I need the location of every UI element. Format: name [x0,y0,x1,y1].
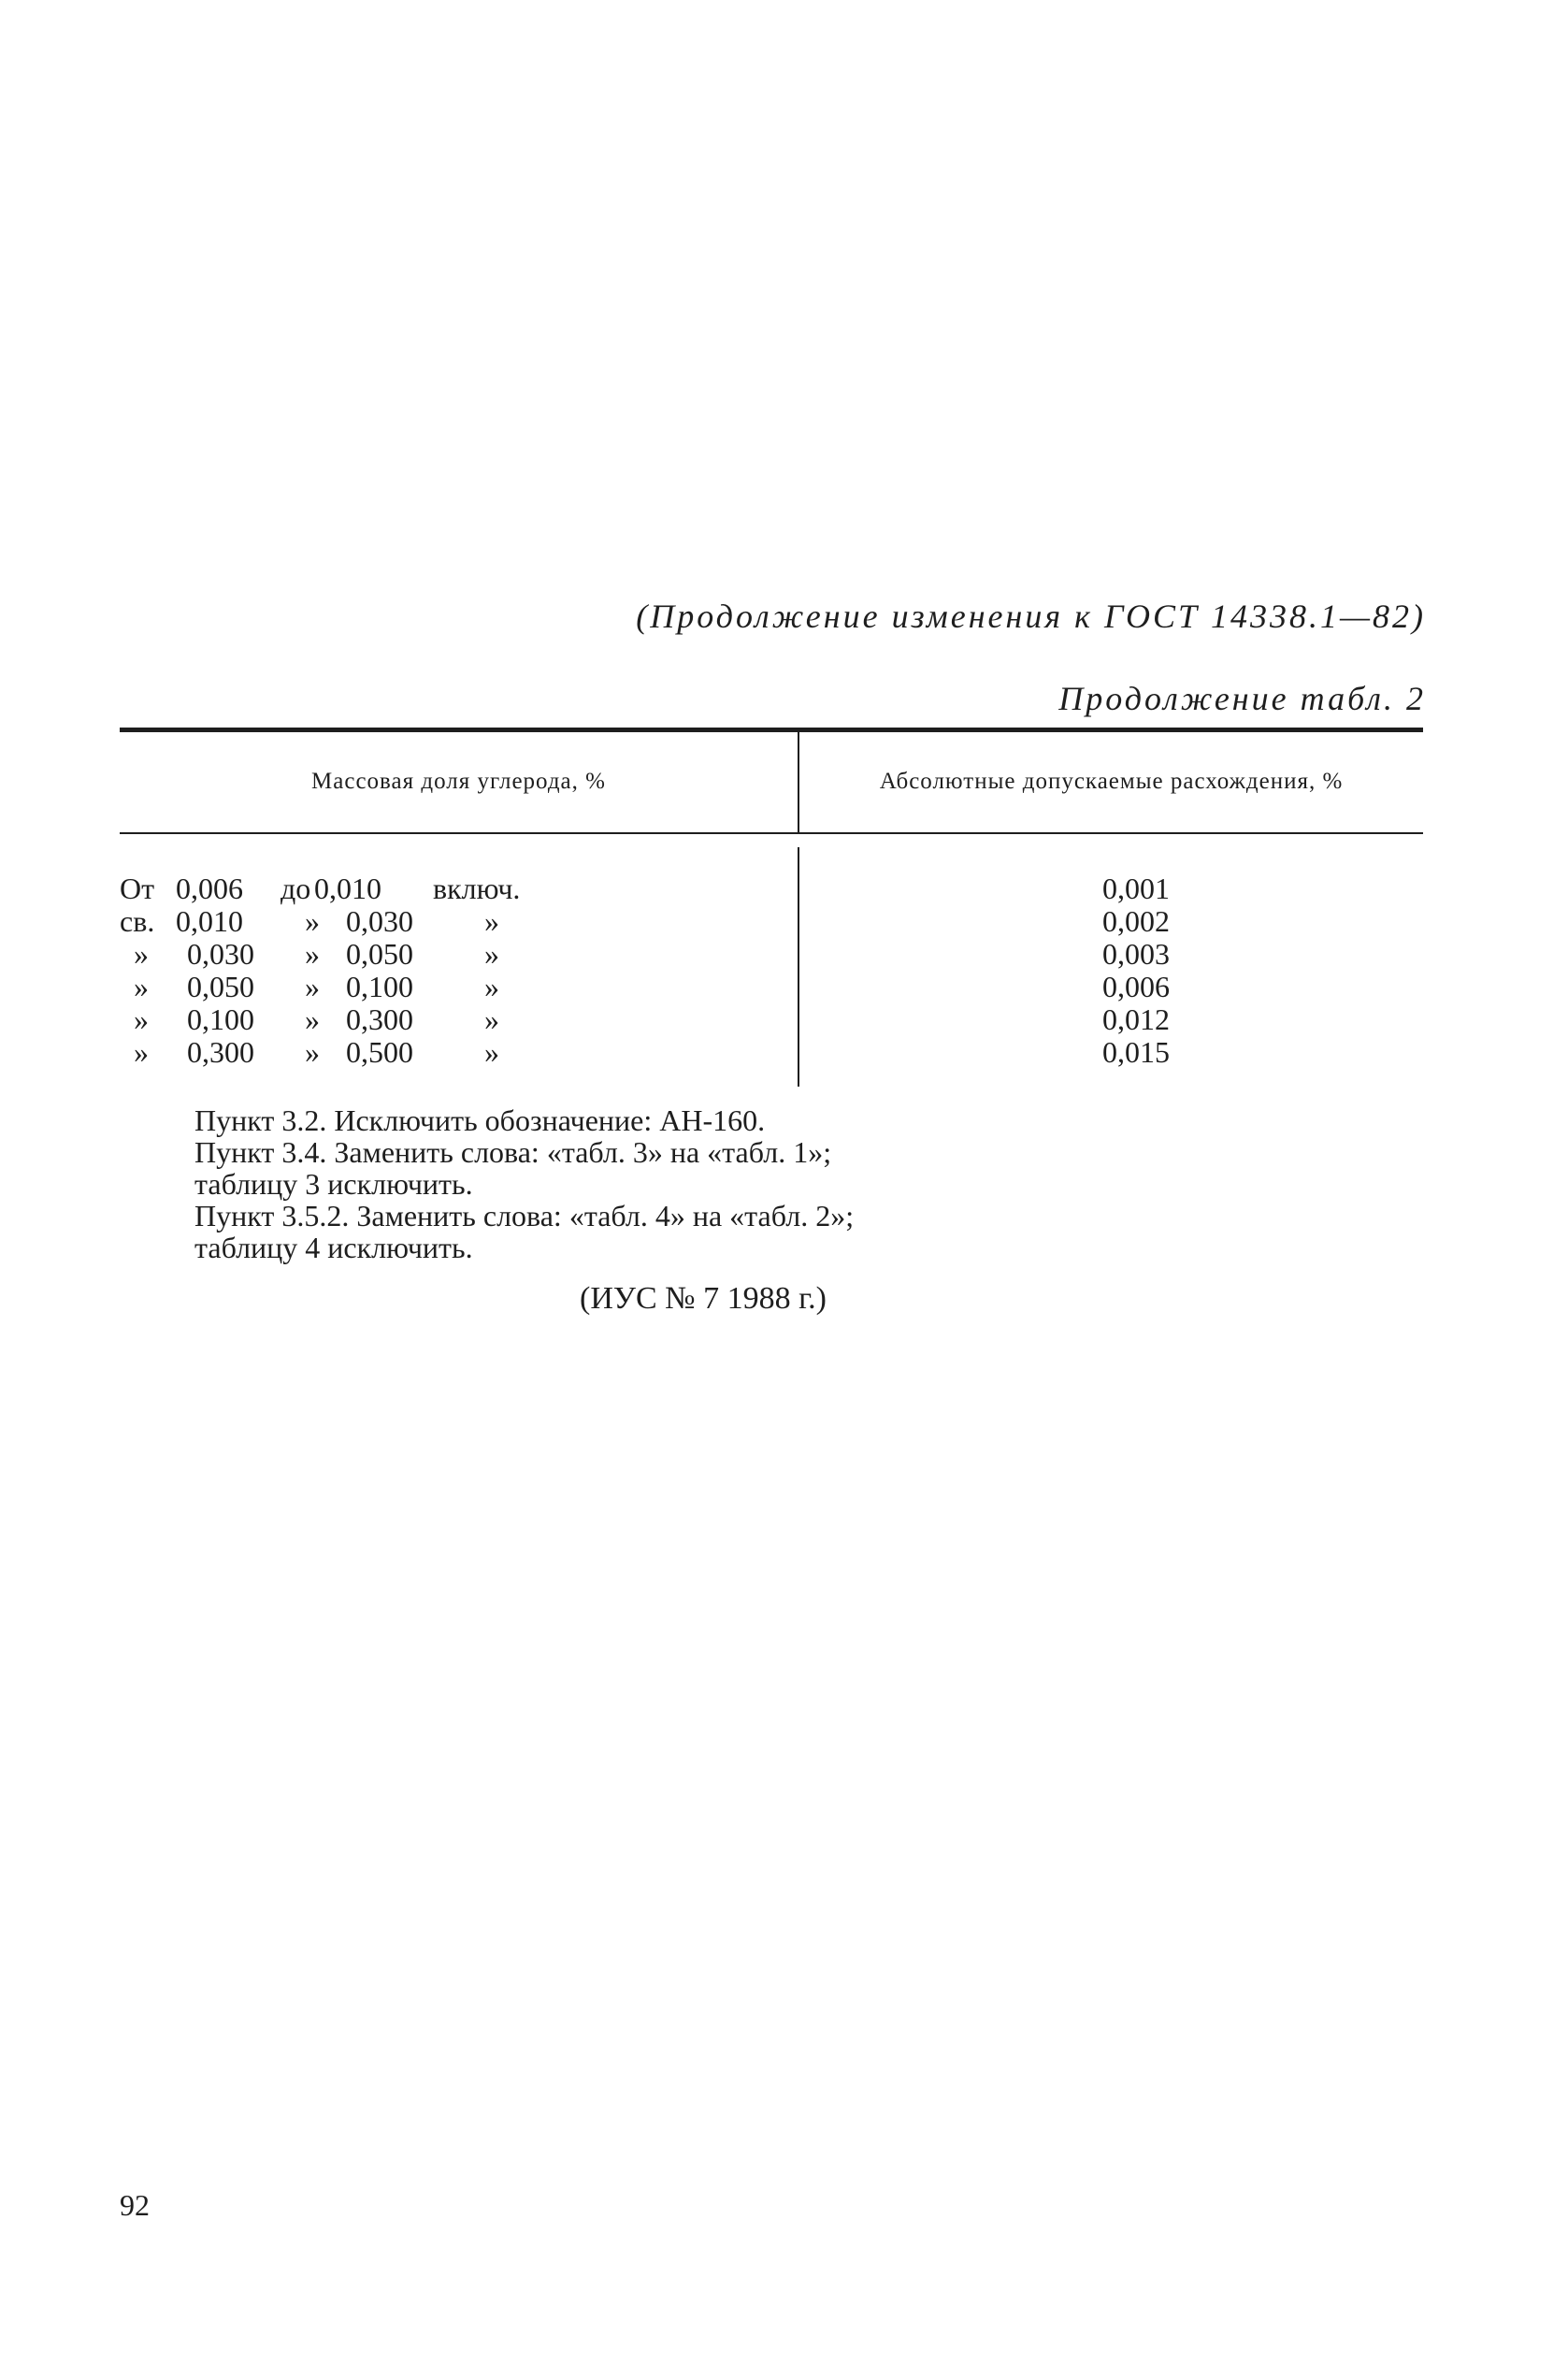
continuation-title: (Продолжение изменения к ГОСТ 14338.1—82) [636,598,1426,635]
range-suffix: » [484,1035,499,1069]
column-header-absolute-deviation: Абсолютные допускаемые расхождения, % [879,769,1344,794]
range-prefix: св. [120,904,155,938]
table-top-rule [120,728,1423,732]
note-line: Пункт 3.2. Исключить обозначение: АН-160. [194,1103,766,1137]
column-header-carbon-fraction: Массовая доля углерода, % [311,769,606,794]
deviation-value: 0,012 [1102,1002,1170,1036]
range-from: 0,100 [187,1002,254,1036]
note-line: таблицу 3 исключить. [194,1167,473,1201]
range-separator: » [305,937,320,971]
range-suffix: » [484,937,499,971]
range-from: 0,030 [187,937,254,971]
range-to: 0,100 [346,970,413,1003]
range-separator: до [281,872,311,905]
deviation-value: 0,002 [1102,904,1170,938]
range-from: 0,300 [187,1035,254,1069]
range-separator: » [305,1035,320,1069]
deviation-value: 0,001 [1102,872,1170,905]
range-from: 0,006 [176,872,243,905]
range-suffix: » [484,970,499,1003]
range-prefix: » [134,1035,149,1069]
range-separator: » [305,904,320,938]
note-line: Пункт 3.5.2. Заменить слова: «табл. 4» на «табл. 2»; [194,1199,855,1232]
range-to: 0,050 [346,937,413,971]
range-suffix: включ. [433,872,521,905]
range-to: 0,300 [346,1002,413,1036]
range-to: 0,030 [346,904,413,938]
table-header-rule [120,832,1423,834]
note-line: Пункт 3.4. Заменить слова: «табл. 3» на «табл. 1»; [194,1135,832,1169]
range-separator: » [305,970,320,1003]
range-to: 0,010 [314,872,381,905]
deviation-value: 0,006 [1102,970,1170,1003]
table-continuation-label: Продолжение табл. 2 [1058,680,1426,717]
range-to: 0,500 [346,1035,413,1069]
range-from: 0,050 [187,970,254,1003]
range-prefix: От [120,872,155,905]
publication-reference: (ИУС № 7 1988 г.) [580,1281,827,1316]
range-suffix: » [484,1002,499,1036]
range-suffix: » [484,904,499,938]
deviation-value: 0,015 [1102,1035,1170,1069]
range-from: 0,010 [176,904,243,938]
range-prefix: » [134,937,149,971]
range-prefix: » [134,970,149,1003]
deviation-value: 0,003 [1102,937,1170,971]
range-separator: » [305,1002,320,1036]
note-line: таблицу 4 исключить. [194,1231,473,1264]
range-prefix: » [134,1002,149,1036]
page-number: 92 [120,2188,150,2222]
column-divider-body [798,847,799,1087]
